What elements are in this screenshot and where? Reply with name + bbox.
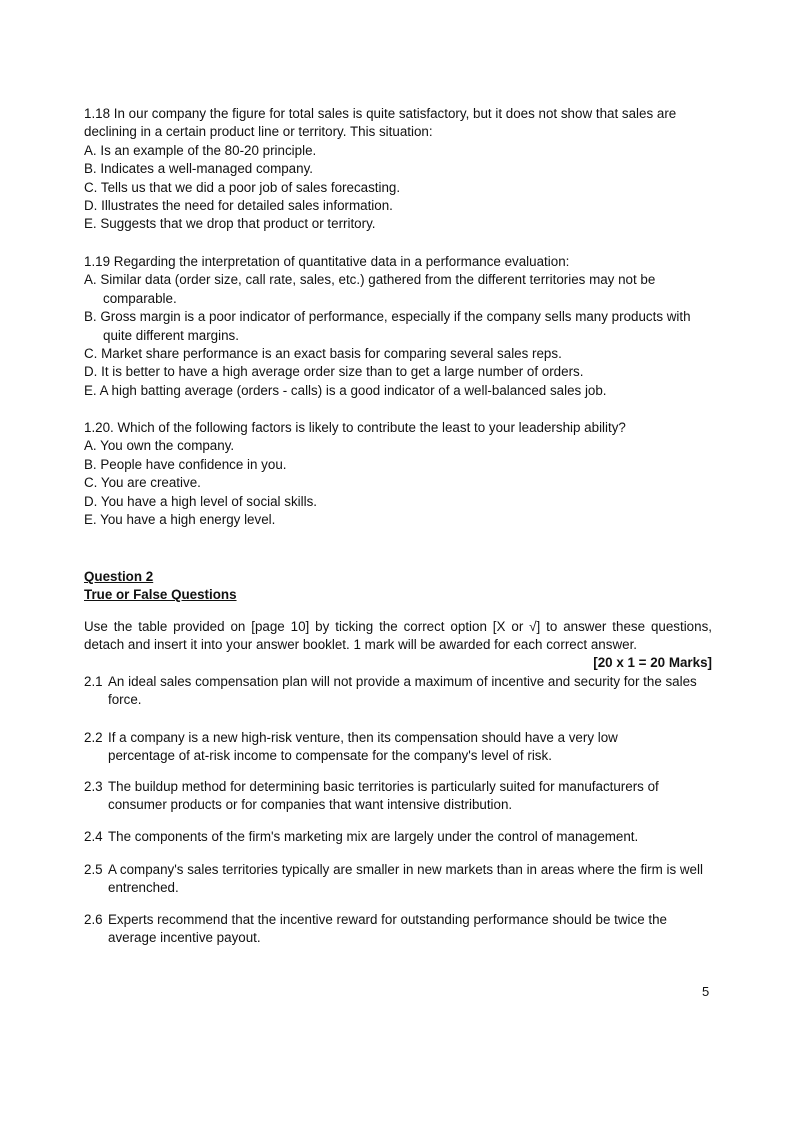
item-number: 2.4 (84, 829, 103, 844)
item-number: 2.1 (84, 674, 103, 689)
option-e: E. Suggests that we drop that product or territory. (84, 216, 376, 232)
item-text: An ideal sales compensation plan will not provide a maximum of incentive and security for the sales force. (108, 674, 697, 708)
tf-item (84, 828, 712, 846)
item-number: 2.6 (84, 912, 103, 927)
tf-item (84, 673, 704, 710)
question-stem: 1.20. Which of the following factors is likely to contribute the least to your leadership ability? (84, 420, 626, 435)
question-2-header (84, 568, 712, 605)
question-2-title: Question 2 (84, 569, 154, 584)
question-1-19 (84, 253, 712, 400)
tf-item (84, 729, 674, 766)
item-text: The components of the firm's marketing mix are largely under the control of management. (108, 829, 639, 844)
option-e: E. A high batting average (orders - calls) is a good indicator of a well-balanced sales job. (84, 382, 607, 398)
option-a: A. Is an example of the 80-20 principle. (84, 142, 317, 158)
option-d: D. You have a high level of social skills. (84, 493, 317, 509)
item-number: 2.2 (84, 730, 103, 745)
item-text: Experts recommend that the incentive reward for outstanding performance should be twice the average incentive payout. (108, 912, 667, 946)
tf-item (84, 861, 712, 898)
item-number: 2.3 (84, 779, 103, 794)
option-b: B. Indicates a well-managed company. (84, 161, 314, 177)
option-a: A. Similar data (order size, call rate, sales, etc.) gathered from the different territories may not be comparable. (84, 272, 656, 306)
page-number: 5 (702, 984, 710, 999)
tf-item (84, 911, 699, 948)
marks-allocation: [20 x 1 = 20 Marks] (593, 655, 712, 670)
option-c: C. You are creative. (84, 475, 201, 491)
option-b: B. Gross margin is a poor indicator of performance, especially if the company sells many products with quite different margins. (84, 309, 691, 343)
option-d: D. It is better to have a high average order size than to get a large number of orders. (84, 364, 584, 380)
option-c: C. Market share performance is an exact basis for comparing several sales reps. (84, 346, 562, 362)
instructions: Use the table provided on [page 10] by ticking the correct option [X or √] to answer these questions, detach and insert it into your answer booklet. 1 mark will be awarded for each correct answer. (84, 619, 712, 653)
option-a: A. You own the company. (84, 438, 235, 454)
item-text: If a company is a new high-risk venture, then its compensation should have a very low percentage of at-risk income to compensate for the company's level of risk. (108, 730, 618, 764)
option-b: B. People have confidence in you. (84, 456, 287, 472)
option-d: D. Illustrates the need for detailed sales information. (84, 198, 393, 214)
item-text: The buildup method for determining basic territories is particularly suited for manufacturers of consumer products or for companies that want intensive distribution. (108, 779, 659, 813)
tf-item (84, 778, 704, 815)
question-stem: 1.19 Regarding the interpretation of quantitative data in a performance evaluation: (84, 254, 570, 269)
option-e: E. You have a high energy level. (84, 512, 276, 528)
question-stem: 1.18 In our company the figure for total sales is quite satisfactory, but it does not show that sales are declining in a certain product line or territory. This situation: (84, 106, 677, 140)
question-2-subtitle: True or False Questions (84, 587, 237, 603)
question-1-20 (84, 419, 712, 529)
question-1-18 (84, 105, 712, 234)
item-text: A company's sales territories typically are smaller in new markets than in areas where the firm is well entrenched. (108, 862, 703, 896)
item-number: 2.5 (84, 862, 103, 877)
option-c: C. Tells us that we did a poor job of sales forecasting. (84, 179, 401, 195)
